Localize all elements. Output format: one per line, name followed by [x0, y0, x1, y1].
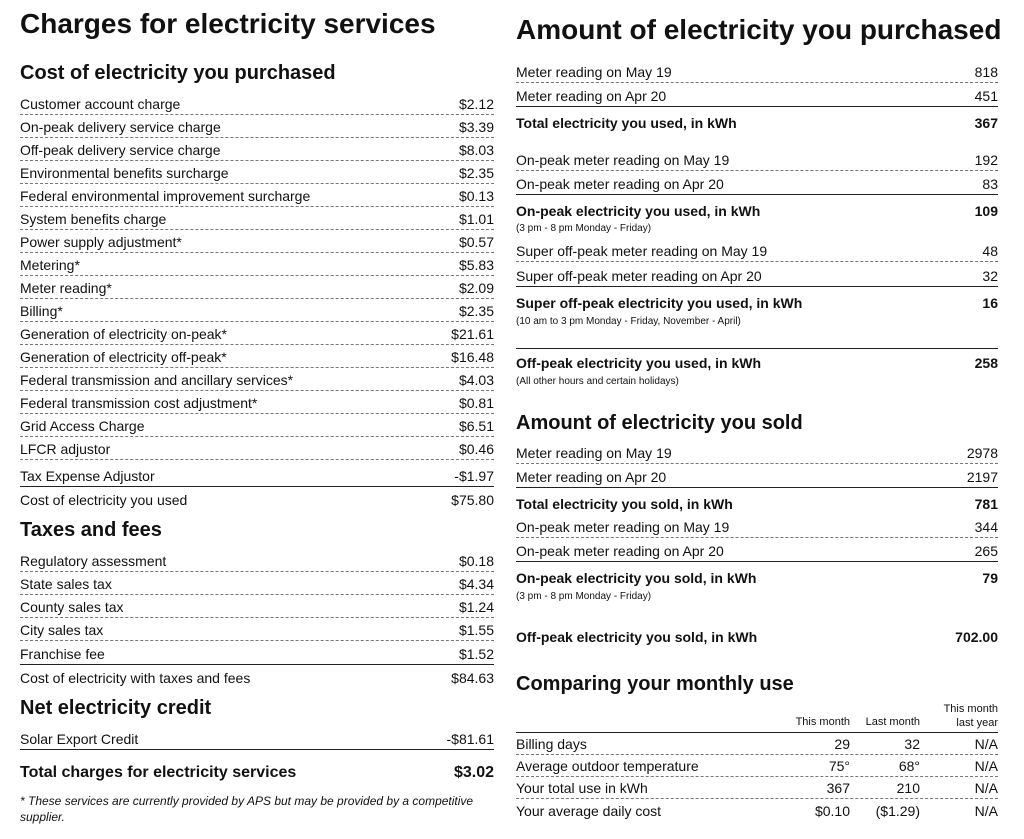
meter-label: Meter reading on May 19 [516, 445, 672, 461]
charge-row [20, 230, 494, 253]
this-month-value: 367 [826, 780, 850, 796]
tax-value: $0.18 [458, 553, 494, 569]
charge-row [20, 92, 494, 115]
onpeak-used-row [516, 198, 998, 221]
cost-with-taxes-value: $84.63 [451, 670, 494, 686]
cost-purchased-heading: Cost of electricity you purchased [20, 62, 336, 84]
col-header-last-month: Last month [865, 716, 920, 728]
charge-label: LFCR adjustor [20, 441, 111, 457]
offpeak-sold-label: Off-peak electricity you sold, in kWh [516, 629, 758, 645]
grand-total-row [20, 761, 494, 784]
tax-label: State sales tax [20, 576, 112, 592]
grand-total-value: $3.02 [453, 764, 494, 781]
last-year-value: N/A [974, 780, 998, 796]
tax-row [20, 642, 494, 665]
last-month-value: ($1.29) [875, 803, 920, 819]
charge-label: Billing* [20, 303, 63, 319]
superoff-used-label: Super off-peak electricity you used, in kWh [516, 295, 803, 311]
row-label: Your average daily cost [516, 803, 662, 819]
meter-label: Super off-peak meter reading on May 19 [516, 243, 768, 259]
total-sold-value: 781 [974, 496, 998, 512]
onpeak-hours-note: (3 pm - 8 pm Monday - Friday) [516, 223, 652, 234]
tax-value: $1.55 [458, 622, 494, 638]
meter-reading-row [516, 539, 998, 562]
last-year-value: N/A [974, 758, 998, 774]
charge-value: $3.39 [458, 119, 494, 135]
tax-value: $1.52 [458, 646, 494, 662]
meter-label: Meter reading on May 19 [516, 64, 672, 80]
charge-value: $2.35 [458, 165, 494, 181]
offpeak-sold-row [516, 624, 998, 647]
meter-value: 2197 [966, 469, 998, 485]
charge-row [20, 184, 494, 207]
charge-label: Off-peak delivery service charge [20, 142, 221, 158]
charge-label: Meter reading* [20, 280, 112, 296]
tax-label: County sales tax [20, 599, 124, 615]
meter-reading-row [516, 84, 998, 107]
charge-label: Power supply adjustment* [20, 234, 182, 250]
meter-value: 265 [974, 543, 998, 559]
tax-row [20, 618, 494, 641]
charge-row [20, 464, 494, 487]
solar-credit-row [20, 727, 494, 750]
charge-label: Grid Access Charge [20, 418, 145, 434]
meter-label: On-peak meter reading on May 19 [516, 519, 730, 535]
meter-reading-row [516, 515, 998, 538]
last-month-value: 32 [904, 736, 920, 752]
meter-value: 451 [974, 88, 998, 104]
total-sold-label: Total electricity you sold, in kWh [516, 496, 733, 512]
charge-label: Generation of electricity on-peak* [20, 326, 227, 342]
cost-used-value: $75.80 [451, 492, 494, 508]
offpeak-used-value: 258 [974, 355, 998, 371]
charge-value: $2.09 [458, 280, 494, 296]
charge-value: $0.81 [458, 395, 494, 411]
offpeak-sold-value: 702.00 [955, 629, 998, 645]
last-month-value: 210 [896, 780, 920, 796]
this-month-value: $0.10 [814, 803, 850, 819]
comparison-heading: Comparing your monthly use [516, 673, 794, 695]
tax-row [20, 549, 494, 572]
charge-label: Generation of electricity off-peak* [20, 349, 227, 365]
superoff-used-value: 16 [982, 295, 998, 311]
offpeak-used-row [516, 350, 998, 373]
meter-label: Meter reading on Apr 20 [516, 88, 667, 104]
meter-value: 344 [974, 519, 998, 535]
col-header-last-year [944, 702, 998, 730]
tax-value: $4.34 [458, 576, 494, 592]
table-row [516, 733, 998, 755]
meter-reading-row [516, 239, 998, 262]
charge-row [20, 138, 494, 161]
charge-value: -$1.97 [454, 468, 494, 484]
charge-value: $5.83 [458, 257, 494, 273]
total-used-row [516, 110, 998, 133]
charge-label: Federal transmission cost adjustment* [20, 395, 258, 411]
meter-label: On-peak meter reading on Apr 20 [516, 176, 724, 192]
this-month-value: 75° [828, 758, 850, 774]
charge-value: $0.13 [458, 188, 494, 204]
charge-value: $16.48 [451, 349, 494, 365]
solar-credit-label: Solar Export Credit [20, 731, 139, 747]
col-header-this-month: This month [795, 716, 850, 728]
charge-value: $0.46 [458, 441, 494, 457]
onpeak-sold-row [516, 565, 998, 588]
meter-value: 2978 [966, 445, 998, 461]
offpeak-hours-note: (All other hours and certain holidays) [516, 376, 679, 387]
charge-value: $8.03 [458, 142, 494, 158]
charge-label: On-peak delivery service charge [20, 119, 221, 135]
charge-value: $21.61 [451, 326, 494, 342]
meter-label: On-peak meter reading on May 19 [516, 152, 730, 168]
charge-label: Federal transmission and ancillary services* [20, 372, 294, 388]
total-used-label: Total electricity you used, in kWh [516, 115, 737, 131]
table-row [516, 799, 998, 821]
onpeak-used-value: 109 [974, 203, 998, 219]
footnote: * These services are currently provided by APS but may be provided by a competitive supplier. [20, 794, 474, 824]
tax-value: $1.24 [458, 599, 494, 615]
meter-reading-row [516, 60, 998, 83]
solar-credit-value: -$81.61 [446, 731, 494, 747]
total-used-value: 367 [974, 115, 998, 131]
charge-label: Metering* [20, 257, 80, 273]
cost-with-taxes-row [20, 665, 494, 688]
meter-reading-row [516, 148, 998, 171]
charge-row [20, 161, 494, 184]
charge-value: $2.35 [458, 303, 494, 319]
row-label: Average outdoor temperature [516, 758, 699, 774]
meter-reading-row [516, 441, 998, 464]
charge-value: $1.01 [458, 211, 494, 227]
charge-row [20, 299, 494, 322]
onpeak-sold-label: On-peak electricity you sold, in kWh [516, 570, 757, 586]
last-year-value: N/A [974, 736, 998, 752]
divider [516, 348, 998, 349]
tax-row [20, 572, 494, 595]
tax-row [20, 595, 494, 618]
sold-heading: Amount of electricity you sold [516, 412, 803, 434]
charge-value: $6.51 [458, 418, 494, 434]
superoff-used-row [516, 290, 998, 313]
tax-label: Franchise fee [20, 646, 105, 662]
meter-label: On-peak meter reading on Apr 20 [516, 543, 724, 559]
grand-total-label: Total charges for electricity services [20, 764, 297, 781]
onpeak-sold-value: 79 [982, 570, 998, 586]
charges-title: Charges for electricity services [20, 8, 436, 39]
meter-value: 818 [974, 64, 998, 80]
onpeak-sold-hours-note: (3 pm - 8 pm Monday - Friday) [516, 591, 652, 602]
charge-row [20, 437, 494, 460]
row-label: Your total use in kWh [516, 780, 648, 796]
charge-value: $0.57 [458, 234, 494, 250]
meter-label: Super off-peak meter reading on Apr 20 [516, 268, 762, 284]
meter-value: 32 [982, 268, 998, 284]
onpeak-used-label: On-peak electricity you used, in kWh [516, 203, 761, 219]
charge-value: $2.12 [458, 96, 494, 112]
charge-row [20, 322, 494, 345]
tax-label: City sales tax [20, 622, 104, 638]
col-header-last-year-line1: This month [943, 703, 998, 715]
taxes-heading: Taxes and fees [20, 519, 162, 541]
meter-reading-row [516, 465, 998, 488]
charge-label: Customer account charge [20, 96, 181, 112]
charge-row [20, 414, 494, 437]
last-month-value: 68° [898, 758, 920, 774]
superoff-hours-note: (10 am to 3 pm Monday - Friday, November - April) [516, 316, 741, 327]
cost-with-taxes-label: Cost of electricity with taxes and fees [20, 670, 251, 686]
charge-row [20, 391, 494, 414]
meter-reading-row [516, 264, 998, 287]
col-header-last-year-line2: last year [956, 717, 998, 729]
charge-row [20, 368, 494, 391]
cost-used-total-row [20, 487, 494, 510]
purchased-title: Amount of electricity you purchased [516, 14, 1002, 45]
this-month-value: 29 [834, 736, 850, 752]
row-label: Billing days [516, 736, 587, 752]
total-sold-row [516, 491, 998, 514]
meter-value: 192 [974, 152, 998, 168]
charge-value: $4.03 [458, 372, 494, 388]
offpeak-used-label: Off-peak electricity you used, in kWh [516, 355, 762, 371]
charge-label: System benefits charge [20, 211, 167, 227]
cost-used-label: Cost of electricity you used [20, 492, 188, 508]
charge-row [20, 115, 494, 138]
charge-row [20, 207, 494, 230]
charge-row [20, 276, 494, 299]
table-row [516, 777, 998, 799]
meter-value: 83 [982, 176, 998, 192]
charge-row [20, 345, 494, 368]
table-row [516, 755, 998, 777]
meter-value: 48 [982, 243, 998, 259]
charge-label: Tax Expense Adjustor [20, 468, 155, 484]
charge-label: Environmental benefits surcharge [20, 165, 229, 181]
charge-row [20, 253, 494, 276]
meter-label: Meter reading on Apr 20 [516, 469, 667, 485]
tax-label: Regulatory assessment [20, 553, 167, 569]
net-credit-heading: Net electricity credit [20, 697, 212, 719]
charge-label: Federal environmental improvement surcharge [20, 188, 311, 204]
last-year-value: N/A [974, 803, 998, 819]
meter-reading-row [516, 172, 998, 195]
